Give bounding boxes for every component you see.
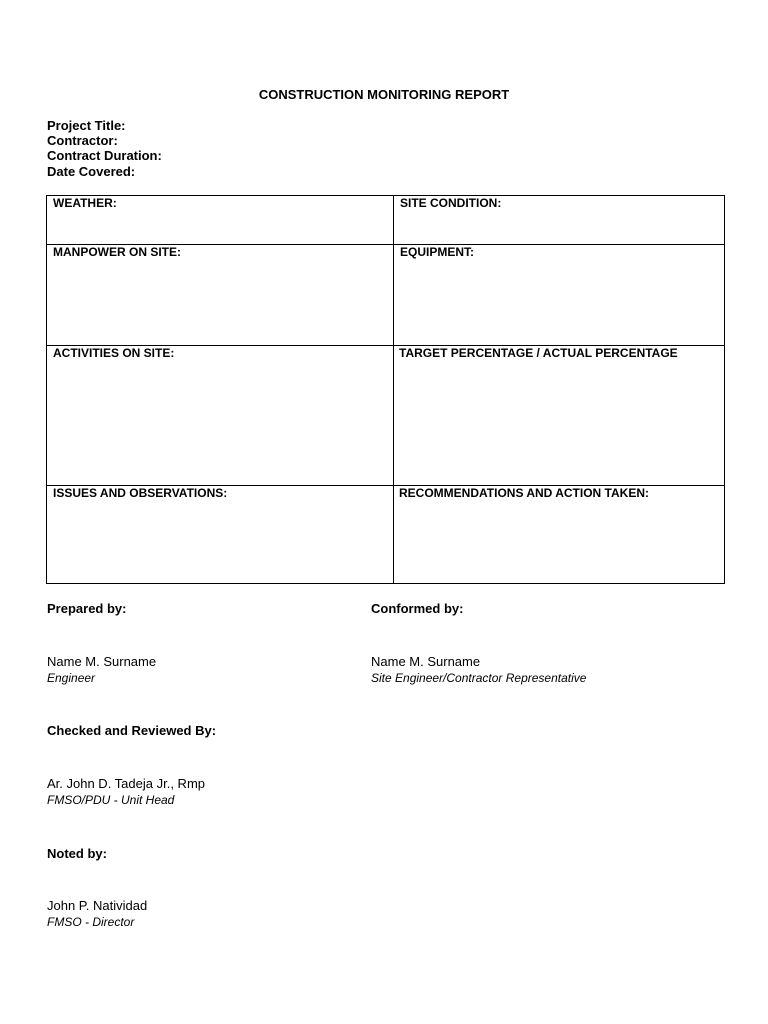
contract-duration-label: Contract Duration: <box>47 148 162 164</box>
site-condition-cell <box>394 196 724 244</box>
noted-by-name: John P. Natividad <box>47 898 148 913</box>
conformed-by-heading: Conformed by: <box>371 601 464 616</box>
recommendations-label: RECOMMENDATIONS AND ACTION TAKEN: <box>399 486 649 500</box>
contractor-label: Contractor: <box>47 133 118 149</box>
project-title-label: Project Title: <box>47 118 126 133</box>
target-actual-label: TARGET PERCENTAGE / ACTUAL PERCENTAGE <box>399 346 678 360</box>
date-covered-label: Date Covered: <box>47 163 136 179</box>
checked-by-role: FMSO/PDU - Unit Head <box>47 793 175 807</box>
weather-label: WEATHER: <box>53 196 117 210</box>
checked-by-name: Ar. John D. Tadeja Jr., Rmp <box>47 776 205 791</box>
equipment-label: EQUIPMENT: <box>400 245 475 259</box>
report-title: CONSTRUCTION MONITORING REPORT <box>258 87 510 102</box>
issues-cell <box>47 486 393 583</box>
site-condition-label: SITE CONDITION: <box>400 196 502 210</box>
prepared-by-name: Name M. Surname <box>47 654 157 669</box>
conformed-by-name: Name M. Surname <box>371 654 481 669</box>
weather-cell <box>47 196 393 244</box>
manpower-label: MANPOWER ON SITE: <box>53 245 181 259</box>
project-info-block <box>47 118 162 179</box>
target-actual-cell <box>394 346 724 485</box>
prepared-by-role: Engineer <box>47 671 96 685</box>
conformed-by-role: Site Engineer/Contractor Representative <box>371 671 587 685</box>
noted-by-role: FMSO - Director <box>47 915 135 929</box>
activities-label: ACTIVITIES ON SITE: <box>53 346 175 360</box>
monitoring-table <box>46 195 725 584</box>
equipment-cell <box>394 245 724 345</box>
recommendations-cell <box>394 486 724 583</box>
issues-label: ISSUES AND OBSERVATIONS: <box>53 486 228 500</box>
prepared-by-heading: Prepared by: <box>47 601 127 616</box>
manpower-cell <box>47 245 393 345</box>
noted-by-heading: Noted by: <box>47 846 107 861</box>
activities-cell <box>47 346 393 485</box>
checked-by-heading: Checked and Reviewed By: <box>47 723 217 738</box>
